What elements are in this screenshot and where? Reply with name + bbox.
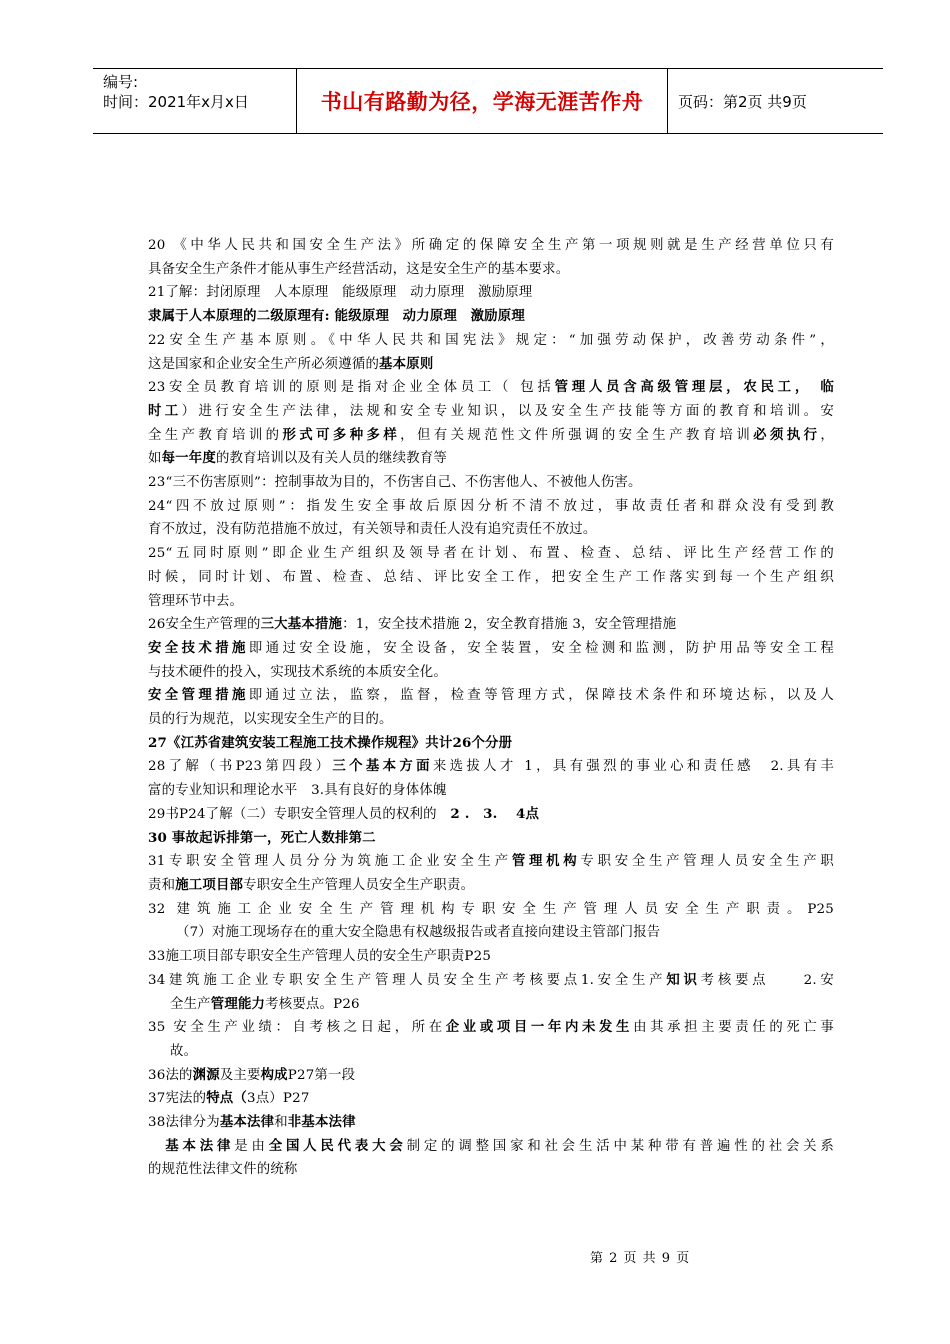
text-run: ，但有关规范性文件所强调的安全生产教育培训: [400, 427, 754, 443]
bold-text: 27《江苏省建筑安装工程施工技术操作规程》共计: [148, 734, 453, 751]
text-run: 24“四不放过原则”：指发生安全事故后原因分析不清不放过，事故责任者和群众没有受到教: [148, 498, 834, 514]
text-run: 考核要点。P26: [265, 996, 360, 1012]
text-line: [148, 921, 834, 945]
text-line: [148, 827, 834, 851]
text-run: 如: [148, 451, 162, 467]
text-line: [148, 518, 834, 542]
bold-text: 知识: [666, 971, 701, 988]
text-run: 及主要: [219, 1067, 261, 1083]
bold-text: 时工: [148, 402, 182, 419]
text-run: 25“五同时原则”即企业生产组织及领导者在计划、布置、检查、总结、评比生产经营工作的: [148, 546, 834, 562]
text-line: [148, 945, 834, 969]
text-run: 专职安全生产管理人员安全生产职责。: [243, 877, 475, 893]
bold-text: 隶属于人本原理的二级原理有: 能级原理 动力原理 激励原理: [148, 308, 525, 325]
text-line: [148, 305, 834, 329]
text-run: 28了解（书P23第四段）: [148, 759, 333, 775]
text-run: 专职安全生产管理人员安全生产职: [580, 854, 834, 870]
text-run: 31专职安全管理人员分分为筑施工企业安全生产: [148, 854, 512, 870]
bold-text: 基本法律: [219, 1114, 275, 1131]
bold-text: 必须执行: [753, 426, 821, 443]
text-run: 29书P24了解（二）专职安全管理人员的权利的: [148, 806, 451, 822]
bold-text: 每一年度: [161, 450, 216, 467]
text-line: [148, 376, 834, 400]
text-run: 具备安全生产条件才能从事生产经营活动，这是安全生产的基本要求。: [148, 261, 570, 277]
bold-text: 基本原则: [379, 355, 434, 372]
text-run: 全生产: [170, 996, 211, 1012]
text-run: 的规范性法律文件的统称: [148, 1162, 298, 1178]
text-line: [148, 234, 834, 258]
text-line: [148, 732, 834, 756]
text-run: 26安全生产管理的: [148, 617, 261, 633]
text-line: [148, 993, 834, 1017]
text-run: 富的专业知识和理论水平 3.具有良好的身体体魄: [148, 783, 447, 799]
text-line: [148, 353, 834, 377]
text-run: ：1，安全技术措施 2，安全教育措施 3，安全管理措施: [342, 617, 677, 633]
text-line: [148, 613, 834, 637]
text-line: [148, 684, 834, 708]
bold-text: 全国人民代表大会: [268, 1137, 407, 1154]
bold-text: 非基本法律: [287, 1114, 356, 1131]
text-run: P27第一段: [287, 1067, 356, 1083]
page-header: [93, 68, 883, 134]
text-line: [148, 281, 834, 305]
text-line: [148, 471, 834, 495]
text-line: [148, 874, 834, 898]
text-line: [148, 1135, 834, 1159]
text-run: 由其承担主要责任的死亡事: [633, 1020, 834, 1036]
text-run: 故。: [170, 1043, 198, 1059]
text-run: ）进行安全生产法律，法规和安全专业知识，以及安全生产技能等方面的教育和培训。安: [181, 403, 834, 419]
text-run: 3点）P27: [247, 1091, 310, 1107]
text-line: [148, 258, 834, 282]
text-run: 全生产教育培训的: [148, 427, 283, 443]
text-line: [148, 1064, 834, 1088]
text-run: 38法律分为: [148, 1115, 220, 1131]
document-body: [148, 234, 834, 1182]
text-run: 这是国家和企业安全生产所必须遵循的: [148, 356, 380, 372]
text-line: [148, 566, 834, 590]
text-run: 32 建筑施工企业安全生产管理机构专职安全生产管理人员安全生产职责。P25: [148, 901, 834, 917]
text-run: 责和: [148, 877, 176, 893]
header-page-number: 页码：第2页 共9页: [678, 92, 807, 111]
text-line: [148, 637, 834, 661]
text-run: ，: [820, 427, 834, 443]
text-line: [148, 708, 834, 732]
bold-text: 安全管理措施: [148, 687, 249, 704]
text-line: [148, 424, 834, 448]
text-run: 20 《中华人民共和国安全生产法》所确定的保障安全生产第一项规则就是生产经营单位只有: [148, 238, 834, 253]
text-run: 即通过立法，监察，监督，检查等管理方式，保障技术条件和环境达标，以及人: [248, 688, 834, 704]
text-run: 23“三不伤害原则”：控制事故为目的，不伤害自己、不伤害他人、不被他人伤害。: [148, 475, 642, 491]
page-footer: 第 2 页 共 9 页: [590, 1251, 691, 1266]
bold-text: 基本法律: [148, 1137, 235, 1154]
text-run: 22安全生产基本原则。《中华人民共和国宪法》规定：“加强劳动保护，改善劳动条件”，: [148, 332, 834, 348]
text-run: 23安全员教育培训的原则是指对企业全体员工（ 包括: [148, 380, 555, 396]
bold-text: 管理能力: [210, 995, 266, 1012]
text-run: 34建筑施工企业专职安全生产管理人员安全生产考核要点1.安全生产: [148, 972, 667, 988]
text-run: 即通过安全设施，安全设备，安全装置，安全检测和监测，防护用品等安全工程: [248, 640, 834, 656]
text-line: [148, 1087, 834, 1111]
text-line: [148, 898, 834, 922]
text-run: 35 安全生产业绩：自考核之日起，所在: [148, 1020, 446, 1036]
text-line: [148, 755, 834, 779]
text-run: 36法的: [148, 1067, 193, 1083]
text-run: 21了解：封闭原理 人本原理 能级原理 动力原理 激励原理: [148, 285, 533, 301]
text-line: [148, 969, 834, 993]
text-line: [148, 1016, 834, 1040]
text-run: （7）对施工现场存在的重大安全隐患有权越级报告或者直接向建设主管部门报告: [176, 925, 661, 941]
bold-text: 施工项目部: [175, 876, 244, 893]
bold-text: 三大基本措施: [260, 616, 343, 633]
bold-text: 管理机构: [511, 853, 581, 870]
text-run: 是由: [234, 1138, 269, 1154]
text-line: [148, 447, 834, 471]
text-line: [148, 1040, 834, 1064]
text-run: 来选拔人才 1，具有强烈的事业心和责任感 2.具有丰: [432, 759, 834, 775]
text-line: [148, 400, 834, 424]
bold-text: 渊源: [192, 1066, 220, 1083]
text-run: 制定的调整国家和社会生活中某种带有普遍性的社会关系: [406, 1138, 834, 1154]
text-run: 育不放过，没有防范措施不放过，有关领导和责任人没有追究责任不放过。: [148, 522, 597, 538]
bold-text: 26个分册: [452, 734, 513, 751]
text-run: 的教育培训以及有关人员的继续教育等: [215, 451, 448, 467]
text-run: 与技术硬件的投入，实现技术系统的本质安全化。: [148, 664, 447, 680]
text-line: [148, 495, 834, 519]
number-label: 编号:: [103, 73, 139, 91]
text-line: [148, 850, 834, 874]
bold-text: 特点（: [206, 1090, 247, 1107]
bold-text: 2 . 3. 4点: [450, 805, 540, 822]
bold-text: 三个基本方面: [332, 758, 433, 775]
bold-text: 构成: [260, 1066, 288, 1083]
bold-text: 30 事故起诉排第一，死亡人数排第二: [148, 829, 376, 846]
text-run: 员的行为规范，以实现安全生产的目的。: [148, 712, 393, 728]
header-info-cell: [93, 69, 296, 133]
text-line: [148, 542, 834, 566]
text-run: 和: [274, 1115, 288, 1131]
bold-text: 安全技术措施: [148, 639, 249, 656]
text-line: [148, 661, 834, 685]
bold-text: 管理人员含高级管理层，农民工， 临: [554, 379, 834, 396]
bold-text: 企业或项目一年内未发生: [445, 1019, 634, 1036]
bold-text: 形式可多种多样: [282, 426, 401, 443]
text-run: 33施工项目部专职安全生产管理人员的安全生产职责P25: [148, 949, 492, 965]
text-run: 考核要点 2.安: [700, 972, 834, 988]
text-line: [148, 779, 834, 803]
text-run: 时候，同时计划、布置、检查、总结、评比安全工作，把安全生产工作落实到每一个生产组织: [148, 569, 834, 585]
time-label: 时间：2021年x月x日: [103, 93, 249, 111]
text-line: [148, 1158, 834, 1182]
text-run: 管理环节中去。: [148, 593, 244, 609]
text-line: [148, 329, 834, 353]
header-motto: 书山有路勤为径，学海无涯苦作舟: [296, 69, 668, 133]
text-line: [148, 1111, 834, 1135]
text-run: 37宪法的: [148, 1091, 207, 1107]
text-line: [148, 803, 834, 827]
text-line: [148, 590, 834, 614]
